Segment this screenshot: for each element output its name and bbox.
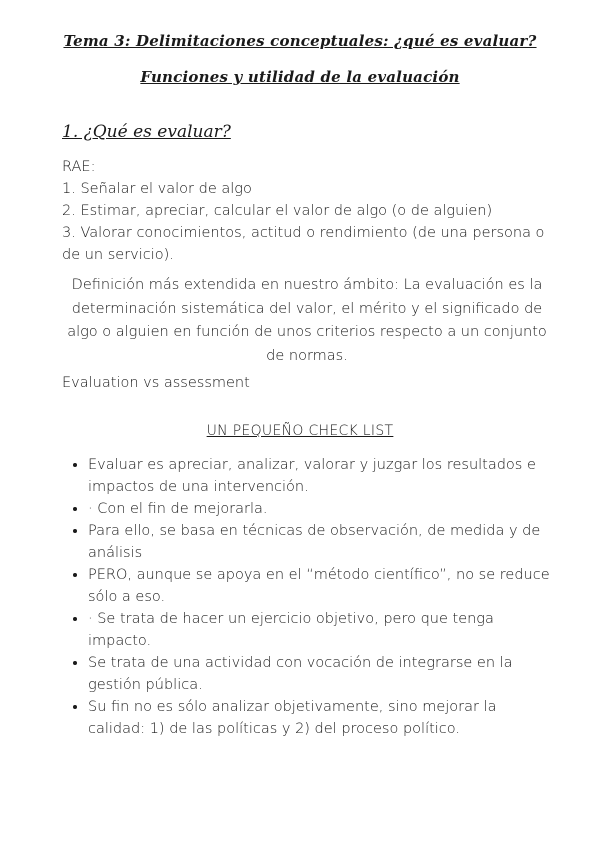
list-item: • Para ello, se basa en técnicas de observación, de medida y de análisis bbox=[88, 520, 558, 564]
definition-paragraph: Definición más extendida en nuestro ámbito: La evaluación es la determinación sistemática del valor, el mérito y el significado de algo o alguien en función de unos criterios respecto a un conjunto de normas. bbox=[67, 277, 547, 364]
rae-definitions bbox=[62, 156, 552, 266]
page-subtitle: Funciones y utilidad de la evaluación bbox=[140, 68, 460, 86]
checklist bbox=[62, 454, 558, 740]
checklist-title: UN PEQUEÑO CHECK LIST bbox=[206, 423, 394, 439]
section-heading: 1. ¿Qué es evaluar? bbox=[62, 122, 231, 142]
rae-item: 3. Valorar conocimientos, actitud o rendimiento (de una persona o de un servicio). bbox=[62, 225, 545, 263]
list-item: • · Se trata de hacer un ejercicio objetivo, pero que tenga impacto. bbox=[88, 608, 558, 652]
rae-item: 1. Señalar el valor de algo bbox=[62, 181, 252, 197]
list-item: • Se trata de una actividad con vocación de integrarse en la gestión pública. bbox=[88, 652, 558, 696]
page-title: Tema 3: Delimitaciones conceptuales: ¿qué es evaluar? bbox=[63, 32, 537, 50]
list-item: • Evaluar es apreciar, analizar, valorar y juzgar los resultados e impactos de una intervención. bbox=[88, 454, 558, 498]
list-item: • Su fin no es sólo analizar objetivamente, sino mejorar la calidad: 1) de las políticas y 2) del proceso político. bbox=[88, 696, 558, 740]
list-item: • · Con el fin de mejorarla. bbox=[88, 498, 558, 520]
evaluation-vs-assessment: Evaluation vs assessment bbox=[62, 375, 250, 391]
rae-label: RAE: bbox=[62, 159, 96, 175]
list-item: • PERO, aunque se apoya en el “método científico”, no se reduce sólo a eso. bbox=[88, 564, 558, 608]
rae-item: 2. Estimar, apreciar, calcular el valor de algo (o de alguien) bbox=[62, 203, 493, 219]
